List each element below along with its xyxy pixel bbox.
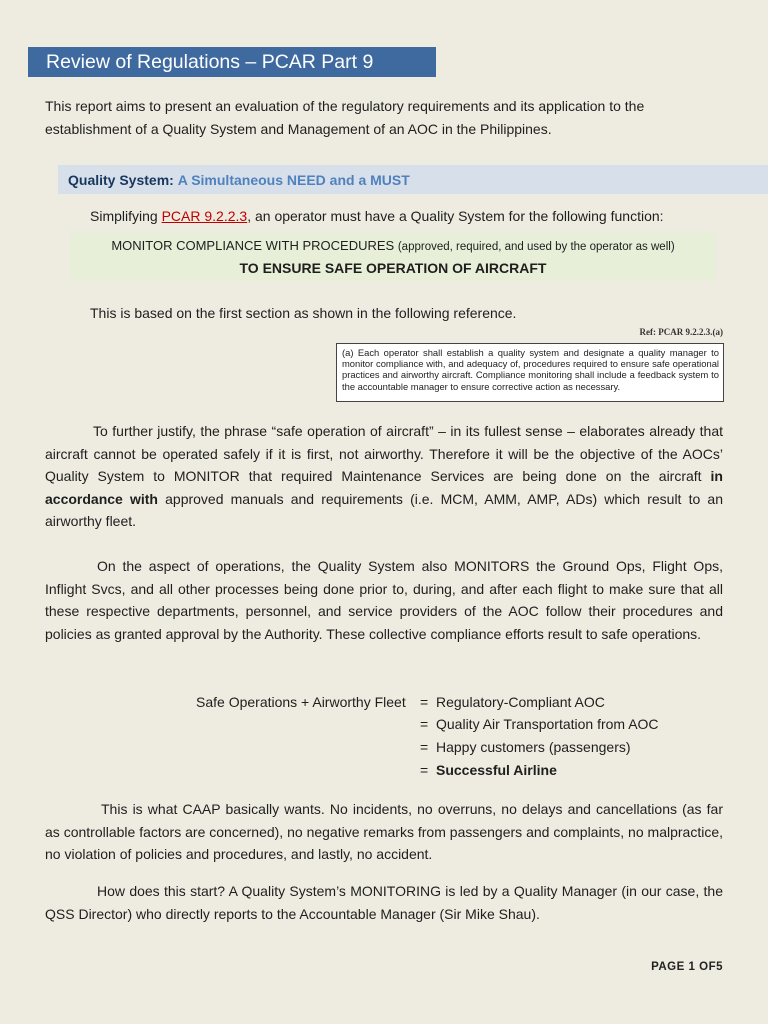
- callout-line-1: [70, 238, 716, 255]
- section-heading: [68, 171, 410, 189]
- equation-sym-2: =: [420, 716, 429, 732]
- page-number: 1: [688, 961, 696, 973]
- page-title: Review of Regulations – PCAR Part 9: [46, 51, 374, 73]
- justify-text-1: To further justify, the phrase “safe operation of aircraft” – in its fullest sense – elaborates already that aircraft cannot be operated safely if it is first, not airworthy. Therefore it will be the objective of the AOCs’ Quality System to MONITOR that required Maintenance Services are being done on the aircraft: [45, 423, 723, 485]
- reference-label: Ref: PCAR 9.2.2.3.(a): [639, 327, 723, 337]
- page-footer: [651, 961, 723, 973]
- equation-value-2: Quality Air Transportation from AOC: [436, 716, 659, 732]
- based-line: This is based on the first section as shown in the following reference.: [90, 305, 517, 321]
- simplify-prefix: Simplifying: [90, 208, 162, 224]
- callout-line-2: TO ENSURE SAFE OPERATION OF AIRCRAFT: [239, 260, 547, 276]
- callout-paren: (approved, required, and used by the operator as well): [397, 241, 675, 253]
- intro-line-2: establishment of a Quality System and Management of an AOC in the Philippines.: [45, 121, 552, 137]
- section-label: Quality System:: [68, 172, 174, 188]
- equation-value-3: Happy customers (passengers): [436, 739, 631, 755]
- callout-main: MONITOR COMPLIANCE WITH PROCEDURES: [111, 238, 395, 253]
- page-label: PAGE: [651, 961, 685, 973]
- simplify-line: [90, 207, 664, 225]
- operations-paragraph: On the aspect of operations, the Quality System also MONITORS the Ground Ops, Flight Ops, Inflight Svcs, and all other processes being done prior to, during, and after each flight to make sure that all these respective departments, personnel, and service providers of the AOC follow their procedures and policies as granted approval by the Authority. These collective compliance efforts result to safe operations.: [45, 558, 723, 642]
- equation-left: Safe Operations + Airworthy Fleet: [196, 694, 406, 710]
- justify-paragraph: [45, 420, 723, 533]
- equation-sym-1: =: [420, 694, 429, 710]
- reference-quote-text: (a) Each operator shall establish a quality system and designate a quality manager to monitor compliance with, and adequacy of, procedures required to ensure safe operational practices and airworthy aircraft. Compliance monitoring shall include a feedback system to the accountable manager to ensure corrective action as necessary.: [342, 347, 719, 392]
- equation-sym-4: =: [420, 762, 429, 778]
- caap-paragraph: This is what CAAP basically wants. No incidents, no overruns, no delays and cancellations (as far as controllable factors are concerned), no negative remarks from passengers and complaints, no malpractice, no violation of policies and procedures, and lastly, no accident.: [45, 801, 723, 863]
- page-total: OF5: [699, 961, 723, 973]
- pcar-link[interactable]: PCAR 9.2.2.3: [161, 208, 248, 224]
- justify-bold: in accordance with: [45, 468, 723, 507]
- equation-value-4: Successful Airline: [436, 762, 557, 778]
- equation-sym-3: =: [420, 739, 429, 755]
- intro-line-1: This report aims to present an evaluation of the regulatory requirements and its application to the: [45, 98, 645, 114]
- start-paragraph: How does this start? A Quality System’s MONITORING is led by a Quality Manager (in our case, the QSS Director) who directly reports to the Accountable Manager (Sir Mike Shau).: [45, 883, 723, 922]
- reference-quote-box: [336, 343, 724, 402]
- simplify-suffix: , an operator must have a Quality System for the following function:: [247, 208, 664, 224]
- justify-text-2: approved manuals and requirements (i.e. MCM, AMM, AMP, ADs) which result to an airworthy fleet.: [45, 490, 723, 530]
- equation-value-1: Regulatory-Compliant AOC: [436, 694, 605, 710]
- section-subtitle: A Simultaneous NEED and a MUST: [177, 172, 410, 188]
